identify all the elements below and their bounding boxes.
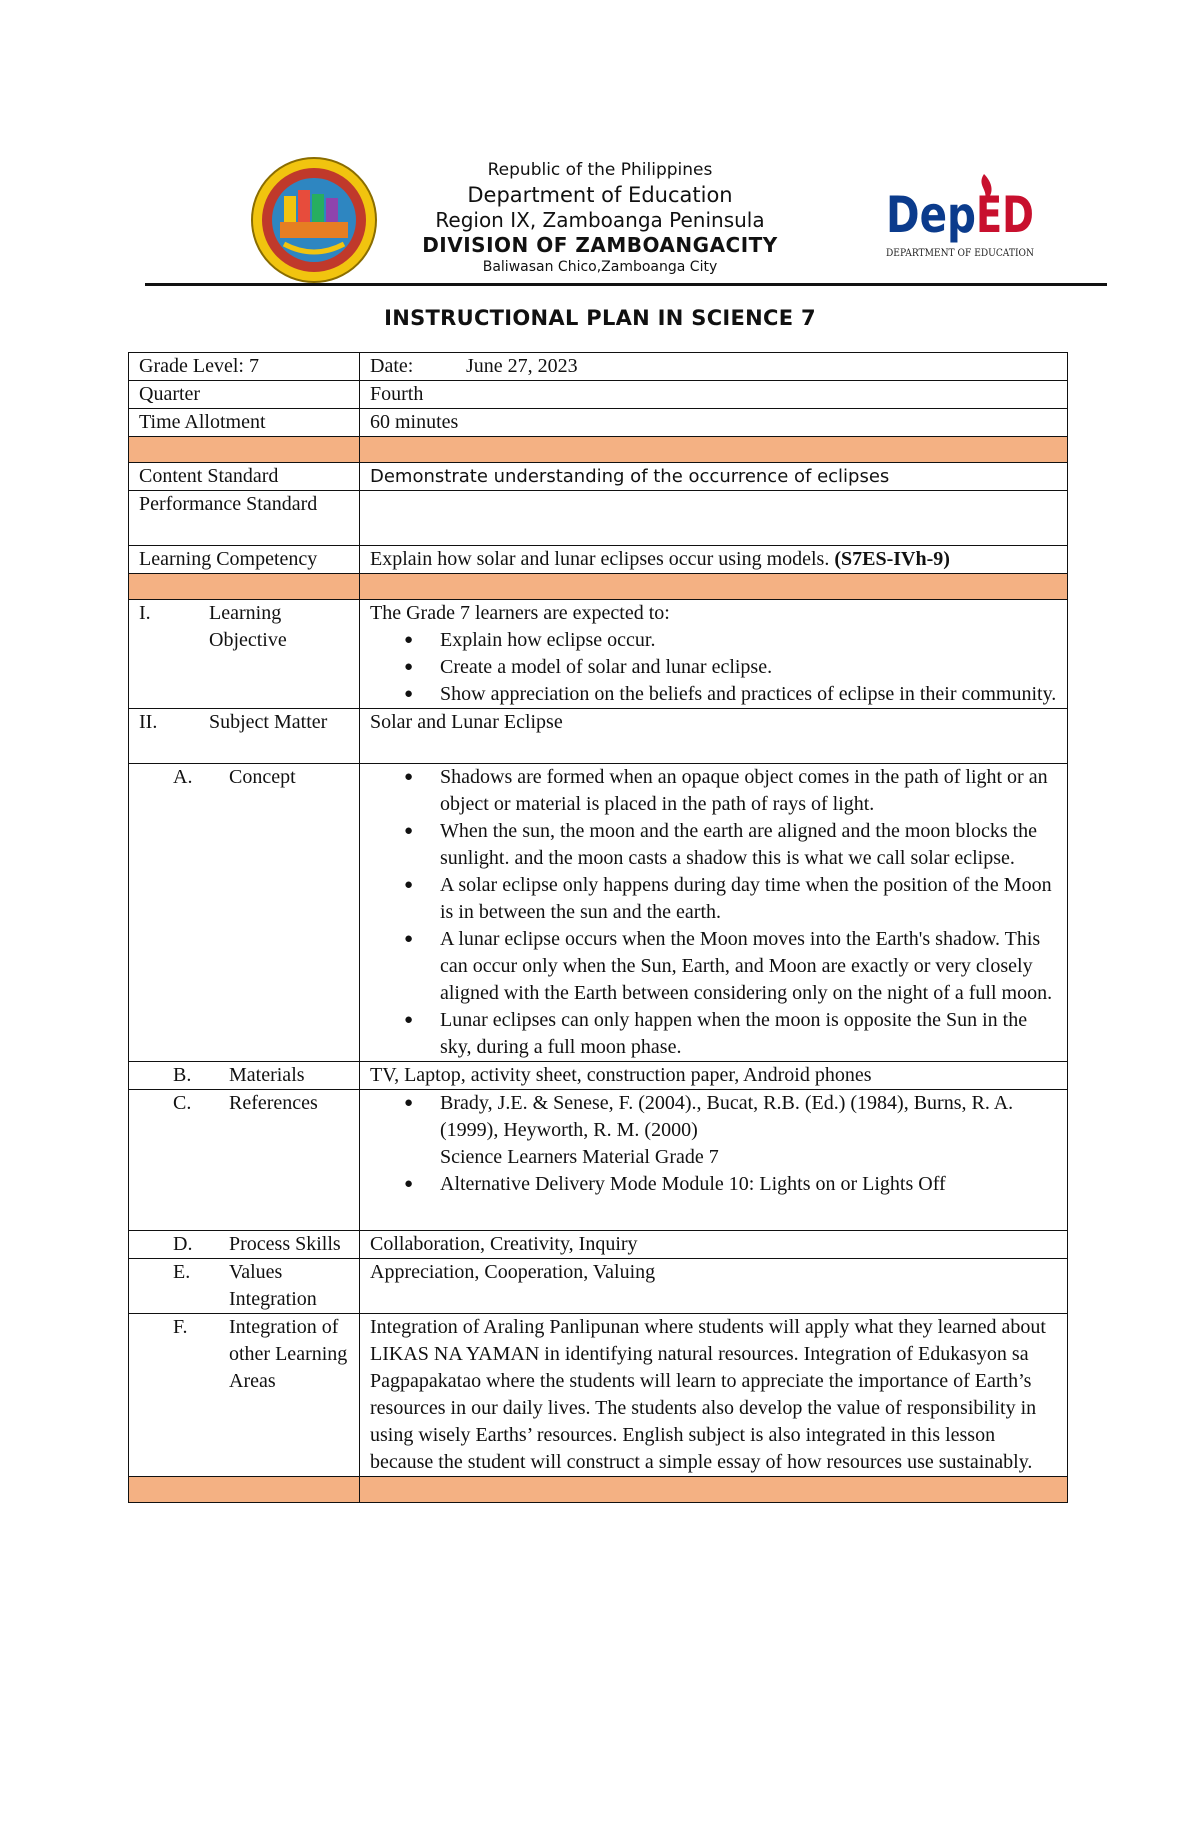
learning-competency-value — [360, 546, 1068, 574]
values-label-cell — [129, 1259, 360, 1314]
table-row — [129, 491, 1068, 546]
table-row — [129, 600, 1068, 709]
concept-number: A. — [173, 766, 193, 788]
shaded-separator-row — [129, 437, 1068, 463]
references-list — [370, 1090, 1057, 1198]
list-item: ● Alternative Delivery Mode Module 10: Lights on or Lights Off — [370, 1171, 1057, 1198]
grade-level: Grade Level: 7 — [129, 353, 360, 381]
values-label: Values Integration — [229, 1261, 317, 1310]
header-address: Baliwasan Chico,Zamboanga City — [482, 259, 718, 275]
list-item: ● Create a model of solar and lunar eclipse. — [370, 654, 1057, 681]
svg-text:ED: ED — [976, 186, 1034, 244]
shaded-separator-row — [129, 574, 1068, 600]
materials-label-cell — [129, 1062, 360, 1090]
document-title: INSTRUCTIONAL PLAN IN SCIENCE 7 — [384, 306, 816, 330]
process-value: Collaboration, Creativity, Inquiry — [360, 1231, 1068, 1259]
competency-text: Explain how solar and lunar eclipses occur using models. — [370, 548, 830, 570]
list-item: ● Explain how eclipse occur. — [370, 627, 1057, 654]
references-number: C. — [173, 1092, 192, 1114]
date-label: Date: — [370, 355, 414, 377]
list-item: ● Lunar eclipses can only happen when the moon is opposite the Sun in the sky, during a full moon phase. — [370, 1007, 1057, 1061]
process-number: D. — [173, 1233, 193, 1255]
objective-label-cell — [129, 600, 360, 709]
integration-number: F. — [173, 1316, 188, 1338]
objective-content — [360, 600, 1068, 709]
process-label: Process Skills — [229, 1233, 341, 1255]
materials-number: B. — [173, 1064, 192, 1086]
header-region: Region IX, Zamboanga Peninsula — [435, 208, 765, 232]
learning-competency-label: Learning Competency — [129, 546, 360, 574]
table-row — [129, 546, 1068, 574]
objective-label: Learning Objective — [209, 602, 287, 651]
concept-label-cell — [129, 764, 360, 1062]
references-label: References — [229, 1092, 318, 1114]
references-content — [360, 1090, 1068, 1231]
shaded-separator-row — [129, 1477, 1068, 1503]
table-row — [129, 409, 1068, 437]
table-row — [129, 463, 1068, 491]
list-item: ● A solar eclipse only happens during day time when the position of the Moon is in between the sun and the earth. — [370, 872, 1057, 926]
materials-value: TV, Laptop, activity sheet, construction paper, Android phones — [360, 1062, 1068, 1090]
concept-list — [370, 764, 1057, 1061]
content-standard-label: Content Standard — [129, 463, 360, 491]
header-division: DIVISION OF ZAMBOANGACITY — [422, 233, 778, 257]
performance-standard-value — [360, 491, 1068, 546]
quarter-label: Quarter — [129, 381, 360, 409]
table-row — [129, 1259, 1068, 1314]
competency-code: (S7ES-IVh-9) — [834, 548, 950, 570]
date-cell — [360, 353, 1068, 381]
table-row — [129, 1090, 1068, 1231]
time-allotment-label: Time Allotment — [129, 409, 360, 437]
content-standard-value: Demonstrate understanding of the occurrence of eclipses — [360, 463, 1068, 491]
header-republic: Republic of the Philippines — [487, 160, 713, 180]
subject-number: II. — [139, 711, 158, 733]
time-allotment-value: 60 minutes — [360, 409, 1068, 437]
reference-material: Science Learners Material Grade 7 — [440, 1146, 719, 1168]
svg-text:DEPARTMENT OF EDUCATION: DEPARTMENT OF EDUCATION — [886, 248, 1035, 259]
list-item: ● Shadows are formed when an opaque object comes in the path of light or an object or material is placed in the path of rays of light. — [370, 764, 1057, 818]
list-item — [370, 1090, 1057, 1171]
header-department: Department of Education — [467, 183, 733, 207]
division-seal-logo — [250, 156, 378, 284]
table-row — [129, 353, 1068, 381]
date-value: June 27, 2023 — [466, 355, 578, 377]
integration-value: Integration of Araling Panlipunan where students will apply what they learned about LIKAS NA YAMAN in identifying natural resources. Integration of Edukasyon sa Pagpapakatao where the students will learn to appreciate the importance of Earth’s resources in our daily lives. The students also develop the value of responsibility in using wisely Earths’ resources. English subject is also integrated in this lesson because the student will construct a simple essay of how resources use sustainably. — [360, 1314, 1068, 1477]
performance-standard-label: Performance Standard — [129, 491, 360, 546]
values-number: E. — [173, 1261, 191, 1283]
svg-text:Dep: Dep — [886, 186, 976, 244]
materials-label: Materials — [229, 1064, 305, 1086]
list-item: ● When the sun, the moon and the earth are aligned and the moon blocks the sunlight. and the moon casts a shadow this is what we call solar eclipse. — [370, 818, 1057, 872]
document-header — [0, 0, 1200, 300]
quarter-value: Fourth — [360, 381, 1068, 409]
values-value: Appreciation, Cooperation, Valuing — [360, 1259, 1068, 1314]
table-row — [129, 1314, 1068, 1477]
concept-content — [360, 764, 1068, 1062]
table-row — [129, 1231, 1068, 1259]
subject-label-cell — [129, 709, 360, 764]
concept-label: Concept — [229, 766, 296, 788]
table-row — [129, 764, 1068, 1062]
header-divider — [145, 283, 1107, 286]
table-row — [129, 381, 1068, 409]
deped-logo — [880, 168, 1040, 264]
instructional-plan-table — [128, 352, 1068, 1503]
integration-label: Integration of other Learning Areas — [229, 1316, 348, 1392]
subject-value: Solar and Lunar Eclipse — [360, 709, 1068, 764]
process-label-cell — [129, 1231, 360, 1259]
table-row — [129, 1062, 1068, 1090]
list-item: ● Show appreciation on the beliefs and practices of eclipse in their community. — [370, 681, 1057, 708]
table-row — [129, 709, 1068, 764]
integration-label-cell — [129, 1314, 360, 1477]
objective-intro: The Grade 7 learners are expected to: — [370, 602, 670, 624]
objective-number: I. — [139, 602, 151, 624]
references-label-cell — [129, 1090, 360, 1231]
reference-citations: Brady, J.E. & Senese, F. (2004)., Bucat, R.B. (Ed.) (1984), Burns, R. A. (1999), Heyworth, R. M. (2000) — [440, 1092, 1014, 1141]
list-item: ● A lunar eclipse occurs when the Moon moves into the Earth's shadow. This can occur only when the Sun, Earth, and Moon are exactly or very closely aligned with the Earth between considering only on the night of a full moon. — [370, 926, 1057, 1007]
objective-list — [370, 627, 1057, 708]
subject-label: Subject Matter — [209, 711, 328, 733]
